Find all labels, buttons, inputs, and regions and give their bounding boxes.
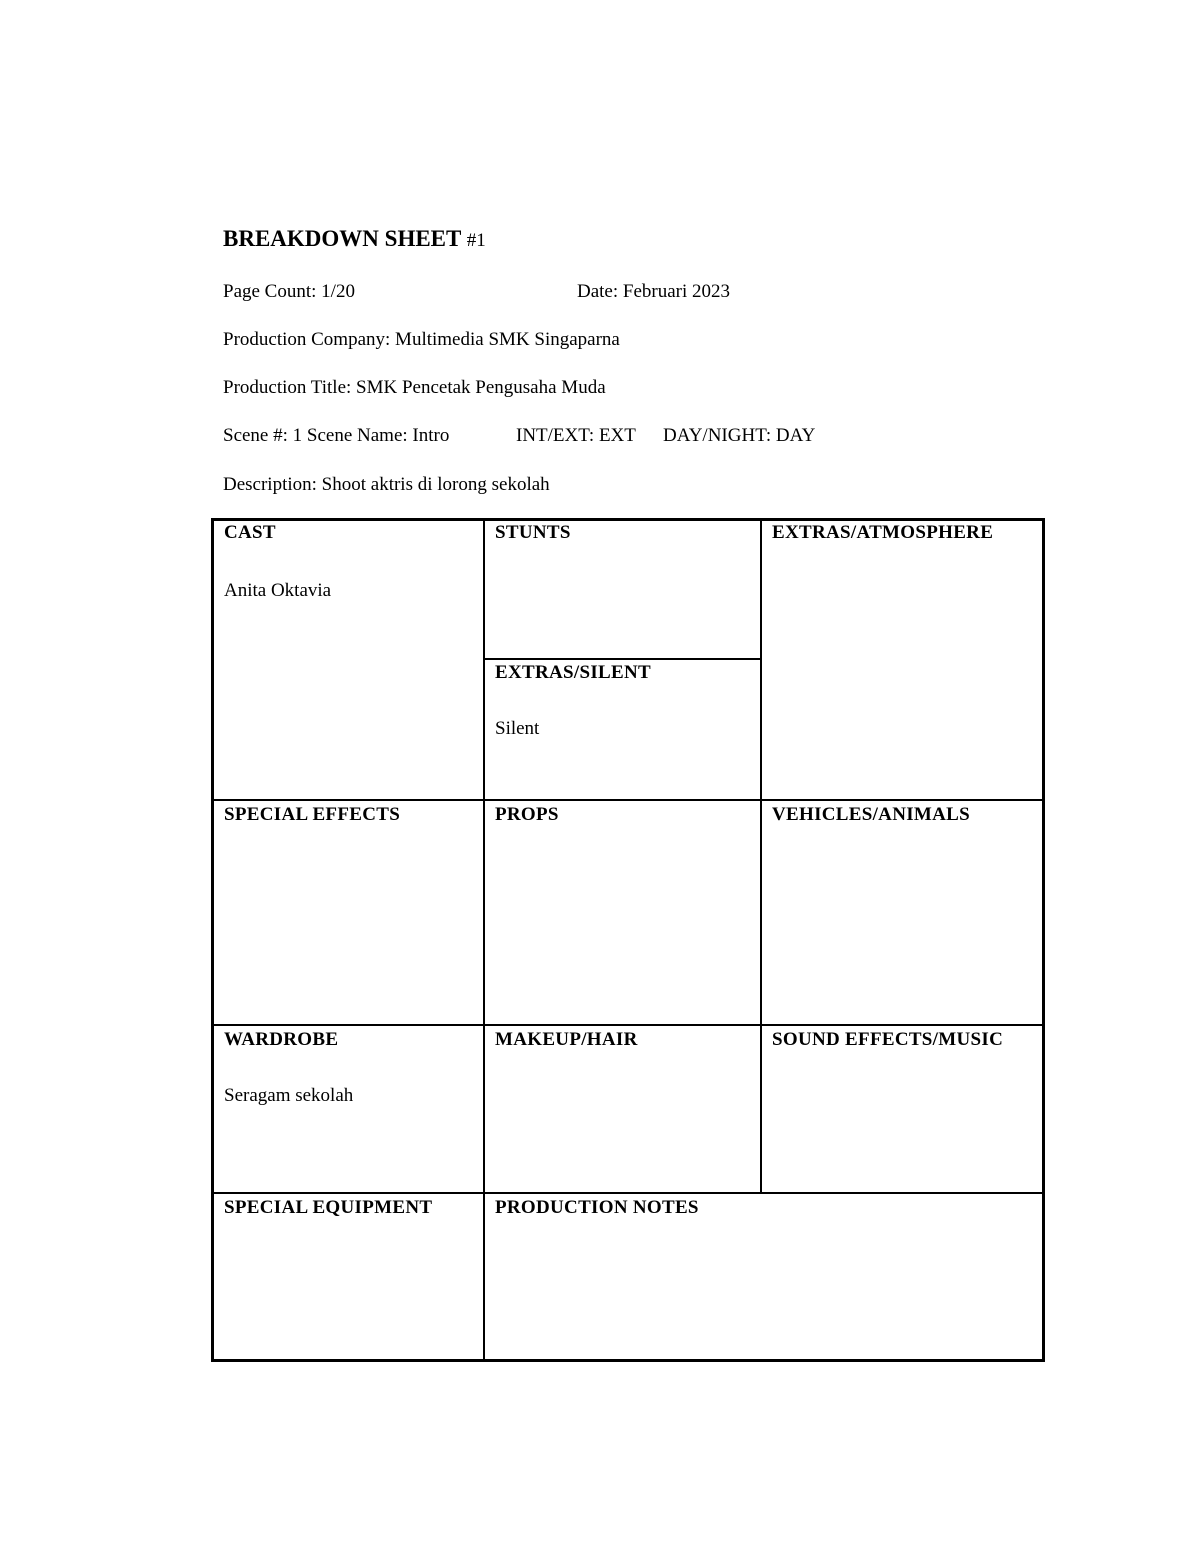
cast-label: CAST [224,522,276,543]
sheet-heading [223,226,486,252]
description: Description: Shoot aktris di lorong sekolah [223,474,550,495]
int-ext: INT/EXT: EXT [516,425,636,446]
cast-value: Anita Oktavia [224,580,332,601]
vehicles-animals-label: VEHICLES/ANIMALS [772,804,971,825]
scene-info: Scene #: 1 Scene Name: Intro [223,425,450,446]
grid-divider [485,658,760,660]
wardrobe-label: WARDROBE [224,1029,339,1050]
props-label: PROPS [495,804,559,825]
date: Date: Februari 2023 [577,281,731,302]
extras-atmosphere-label: EXTRAS/ATMOSPHERE [772,522,994,543]
grid-divider [213,799,1043,801]
sheet-number: #1 [466,230,486,251]
special-equipment-label: SPECIAL EQUIPMENT [224,1197,433,1218]
stunts-label: STUNTS [495,522,571,543]
grid-divider [213,1024,1043,1026]
production-title: Production Title: SMK Pencetak Pengusaha Muda [223,377,606,398]
production-notes-label: PRODUCTION NOTES [495,1197,699,1218]
day-night: DAY/NIGHT: DAY [663,425,816,446]
production-company: Production Company: Multimedia SMK Singaparna [223,329,620,350]
special-effects-label: SPECIAL EFFECTS [224,804,401,825]
extras-silent-value: Silent [495,718,540,739]
grid-divider [760,520,762,1194]
breakdown-grid [211,518,1045,1362]
grid-divider [483,520,485,1360]
makeup-hair-label: MAKEUP/HAIR [495,1029,638,1050]
extras-silent-label: EXTRAS/SILENT [495,662,651,683]
page-count: Page Count: 1/20 [223,281,355,302]
grid-divider [213,1192,1043,1194]
sheet-title: BREAKDOWN SHEET [223,226,461,251]
sound-effects-music-label: SOUND EFFECTS/MUSIC [772,1029,1004,1050]
wardrobe-value: Seragam sekolah [224,1085,354,1106]
